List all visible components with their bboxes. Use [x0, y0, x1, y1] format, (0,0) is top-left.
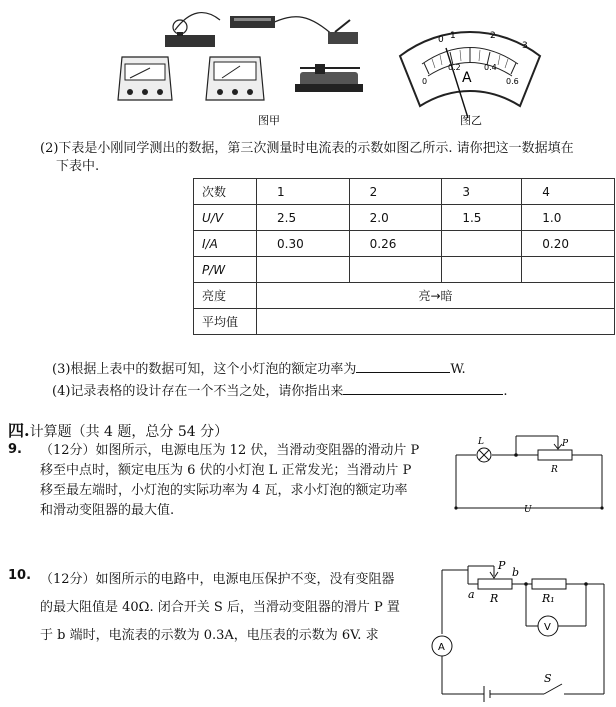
- table-cell: U/V: [194, 205, 257, 231]
- rheostat-device: [295, 64, 363, 92]
- table-row: [194, 257, 615, 283]
- question-4-end: .: [503, 384, 508, 399]
- problem-9-line: 移至最左端时，小灯泡的实际功率为 4 瓦，求小灯泡的额定功率: [40, 483, 408, 498]
- section-4-heading: [8, 418, 228, 441]
- table-header-cell: 1: [257, 179, 350, 205]
- figure-jia-caption: 图甲: [258, 114, 280, 127]
- question-3: [52, 358, 466, 379]
- circuit-diagram-9: [448, 428, 612, 520]
- data-table: [193, 178, 615, 335]
- tick-bottom-2: 0.4: [484, 63, 497, 72]
- tick-top-2: 2: [490, 31, 496, 41]
- label-resistor-r1: R₁: [542, 592, 555, 605]
- ammeter-icon: A: [438, 642, 445, 653]
- table-cell: 2.0: [349, 205, 442, 231]
- table-row: [194, 179, 615, 205]
- tick-top-0: 0: [438, 35, 444, 45]
- problem-9-line: 移至中点时，额定电压为 6 伏的小灯泡 L 正常发光；当滑动片 P: [40, 463, 412, 478]
- table-row: [194, 309, 615, 335]
- table-cell: 0.26: [349, 231, 442, 257]
- circuit-diagram-10: [428, 560, 614, 706]
- table-cell-blank[interactable]: [257, 257, 350, 283]
- label-slider-p: P: [498, 560, 506, 572]
- question-2-line2: 下表中.: [56, 159, 100, 174]
- table-row: [194, 231, 615, 257]
- tick-top-1: 1: [450, 31, 456, 41]
- meter-unit-label: A: [462, 70, 472, 86]
- table-header-cell: 2: [349, 179, 442, 205]
- problem-10-number: 10.: [8, 568, 32, 583]
- tick-bottom-0: 0: [422, 77, 428, 86]
- meter-right: [206, 57, 264, 100]
- tick-bottom-1: 0.2: [448, 63, 461, 72]
- label-rheostat: R: [551, 465, 558, 475]
- problem-10-line: 于 b 端时，电流表的示数为 0.3A，电压表的示数为 6V. 求: [40, 628, 379, 643]
- problem-9-line: （12分）如图所示，电源电压为 12 伏，当滑动变阻器的滑动片 P: [40, 443, 420, 458]
- label-end-b: b: [512, 566, 520, 579]
- question-2: [40, 140, 616, 176]
- problem-9-text: [40, 441, 440, 521]
- figure-jia: [110, 2, 400, 130]
- label-voltage: U: [524, 505, 532, 515]
- problem-9-line: 和滑动变阻器的最大值.: [40, 503, 175, 518]
- section-4-numeral: 四.: [8, 421, 30, 440]
- table-header-cell: 次数: [194, 179, 257, 205]
- table-header-cell: 4: [522, 179, 615, 205]
- table-cell: 0.30: [257, 231, 350, 257]
- figure-yi-ammeter: [392, 26, 548, 130]
- label-rheostat-r: R: [490, 592, 499, 605]
- table-cell: 0.20: [522, 231, 615, 257]
- table-cell-blank[interactable]: [522, 257, 615, 283]
- table-cell-blank-current[interactable]: [442, 231, 522, 257]
- figure-yi-caption: 图乙: [460, 114, 482, 127]
- question-4-text: (4)记录表格的设计存在一个不当之处，请你指出来: [52, 384, 344, 399]
- label-end-a: a: [468, 588, 475, 601]
- table-cell: P/W: [194, 257, 257, 283]
- question-3-text: (3)根据上表中的数据可知，这个小灯泡的额定功率为: [52, 362, 357, 377]
- table-row: [194, 283, 615, 309]
- label-slider: P: [562, 439, 569, 449]
- meter-left: [118, 57, 172, 100]
- table-cell: 1.5: [442, 205, 522, 231]
- switch-device: [328, 20, 358, 44]
- voltmeter-icon: V: [544, 622, 551, 633]
- lamp-holder: [165, 20, 215, 47]
- table-cell: 亮度: [194, 283, 257, 309]
- answer-blank-q3[interactable]: [356, 358, 450, 373]
- problem-9-number: 9.: [8, 442, 22, 457]
- problem-10-line: （12分）如图所示的电路中，电源电压保护不变，没有变阻器: [40, 572, 395, 587]
- table-cell-average-blank[interactable]: [257, 309, 615, 335]
- question-4: [52, 380, 508, 401]
- tick-bottom-3: 0.6: [506, 77, 519, 86]
- answer-blank-q4[interactable]: [343, 380, 503, 395]
- table-cell: 平均值: [194, 309, 257, 335]
- problem-10-text: [40, 566, 440, 650]
- label-lamp: L: [478, 437, 484, 447]
- question-2-line1: (2)下表是小刚同学测出的数据，第三次测量时电流表的示数如图乙所示. 请你把这一数据填在: [40, 141, 574, 156]
- table-row: [194, 205, 615, 231]
- table-cell: 2.5: [257, 205, 350, 231]
- table-cell: I/A: [194, 231, 257, 257]
- table-cell-blank[interactable]: [442, 257, 522, 283]
- table-cell-brightness: 亮→暗: [257, 283, 615, 309]
- question-3-unit: W.: [450, 362, 466, 377]
- battery-box: [230, 16, 275, 28]
- table-cell-blank[interactable]: [349, 257, 442, 283]
- label-switch-s: S: [544, 672, 552, 685]
- section-4-title: 计算题（共 4 题，总分 54 分）: [29, 424, 229, 440]
- table-cell: 1.0: [522, 205, 615, 231]
- tick-top-3: 3: [522, 41, 528, 51]
- table-header-cell: 3: [442, 179, 522, 205]
- problem-10-line: 的最大阻值是 40Ω. 闭合开关 S 后，当滑动变阻器的滑片 P 置: [40, 600, 400, 615]
